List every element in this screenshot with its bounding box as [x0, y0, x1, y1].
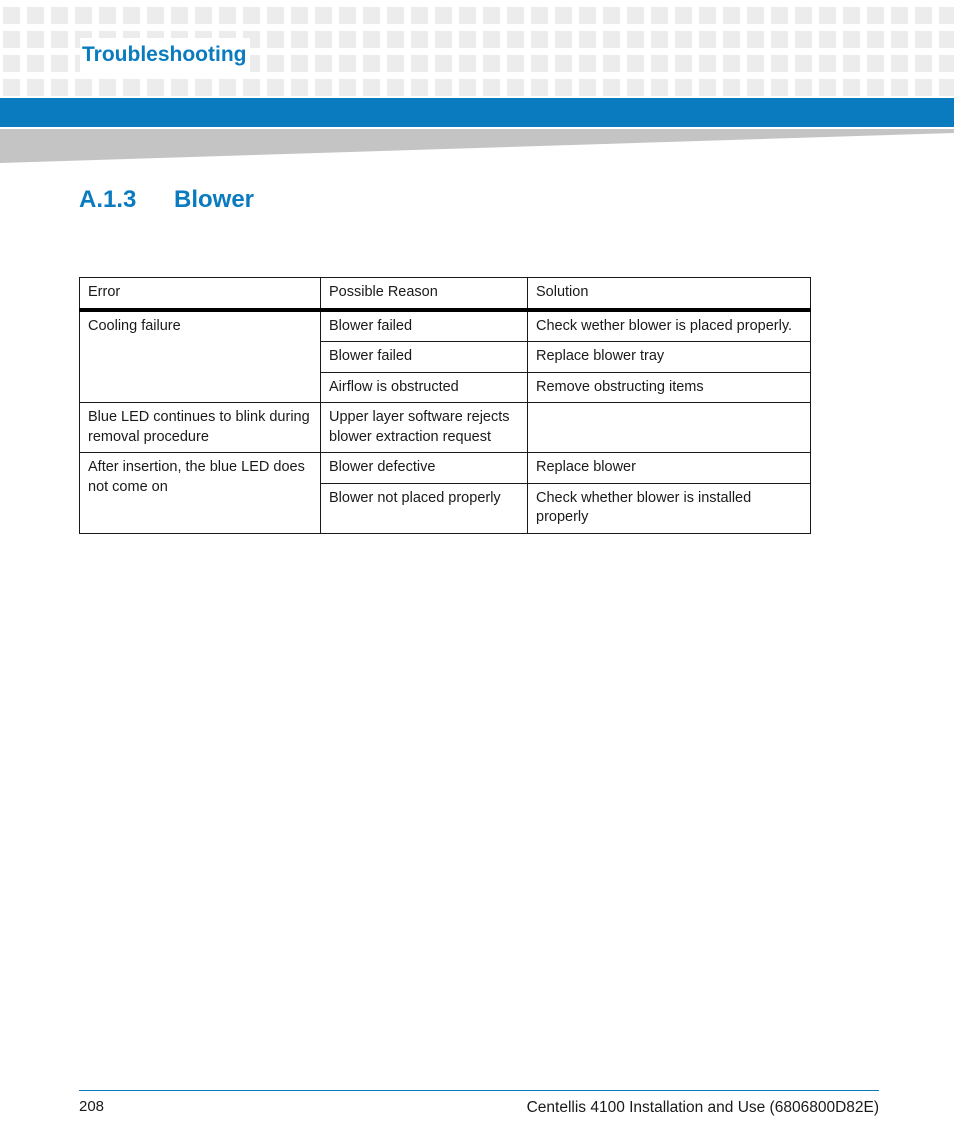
- document-title: Centellis 4100 Installation and Use (6806800D82E): [526, 1099, 879, 1116]
- table-row: [80, 453, 811, 484]
- footer-rule: [79, 1090, 879, 1091]
- table-row: [80, 310, 811, 342]
- solution-cell: Remove obstructing items: [528, 372, 811, 403]
- reason-cell: Blower defective: [321, 453, 528, 484]
- reason-cell: Upper layer software rejects blower extraction request: [321, 403, 528, 453]
- table-row: [80, 403, 811, 453]
- header-blue-band: [0, 98, 954, 127]
- solution-cell: Check whether blower is installed properly: [528, 483, 811, 533]
- column-header-reason: Possible Reason: [321, 278, 528, 310]
- reason-cell: Airflow is obstructed: [321, 372, 528, 403]
- solution-cell: Check wether blower is placed properly.: [528, 310, 811, 342]
- reason-cell: Blower not placed properly: [321, 483, 528, 533]
- page-number: 208: [79, 1098, 105, 1115]
- solution-cell: Replace blower tray: [528, 342, 811, 373]
- column-header-error: Error: [80, 278, 321, 310]
- solution-cell: [528, 403, 811, 453]
- solution-cell: Replace blower: [528, 453, 811, 484]
- column-header-solution: Solution: [528, 278, 811, 310]
- error-cell: Cooling failure: [80, 310, 321, 403]
- error-cell: After insertion, the blue LED does not come on: [80, 453, 321, 534]
- table-header-row: [80, 278, 811, 310]
- reason-cell: Blower failed: [321, 342, 528, 373]
- error-cell: Blue LED continues to blink during removal procedure: [80, 403, 321, 453]
- header-grey-wedge: [0, 129, 954, 163]
- section-title: Blower: [174, 186, 255, 213]
- section-heading: [79, 180, 254, 220]
- chapter-title: Troubleshooting: [80, 38, 250, 72]
- troubleshooting-table: [79, 277, 811, 534]
- reason-cell: Blower failed: [321, 310, 528, 342]
- section-number: A.1.3: [79, 186, 137, 213]
